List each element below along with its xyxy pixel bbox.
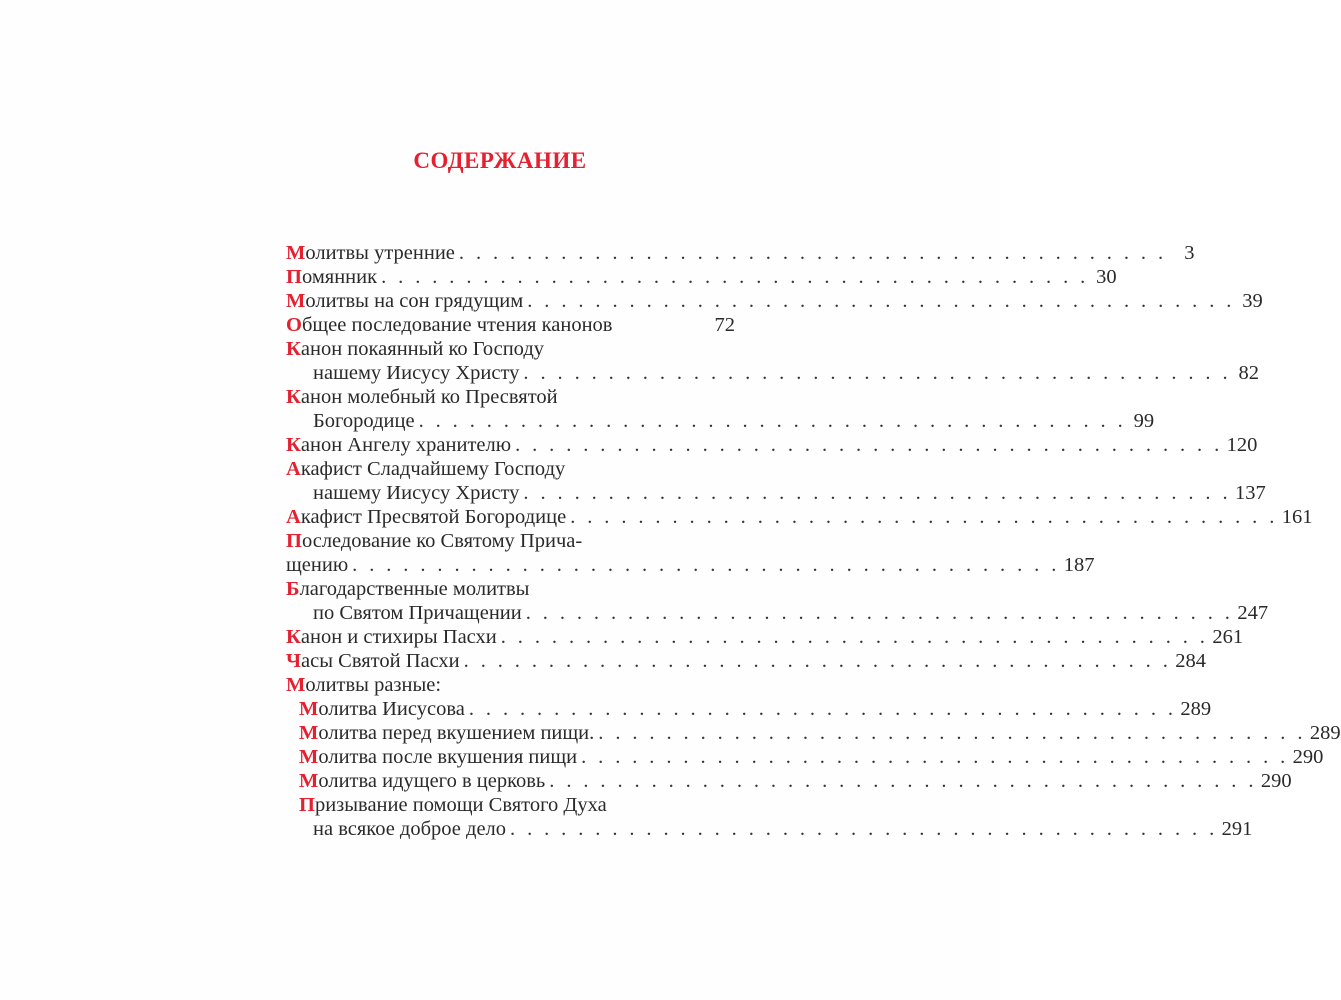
toc-entry[interactable] (286, 433, 1258, 457)
entry-title: олитвы на сон грядущим (305, 290, 524, 312)
entry-title: нашему Иисусу Христу (313, 362, 520, 384)
page-number: 3 (1184, 242, 1195, 264)
toc-entry-continuation[interactable] (286, 553, 1095, 577)
initial-letter: П (286, 266, 302, 288)
page-number: 161 (1281, 506, 1313, 528)
initial-letter: К (286, 434, 301, 456)
page-number: 30 (1096, 266, 1117, 288)
page-number: 291 (1221, 818, 1253, 840)
toc-subentry[interactable] (286, 745, 1324, 769)
entry-title: нашему Иисусу Христу (313, 482, 520, 504)
table-of-contents (286, 241, 1341, 841)
toc-entry[interactable] (286, 649, 1206, 673)
initial-letter: М (286, 674, 306, 696)
entry-title: анон покаянный ко Господу (300, 338, 545, 360)
dot-leader: . . . . . . . . . . . . . . . . . . . . . . . . . . . . . . . . . . . . . . . . . . (458, 242, 1167, 264)
page-number: 289 (1309, 722, 1341, 744)
dot-leader: . . . . . . . . . . . . . . . . . . . . . . . . . . . . . . . . . . . . . . . . . . (381, 266, 1089, 288)
toc-entry-continuation[interactable] (286, 481, 1266, 505)
entry-title: олитва перед вкушением пищи. (318, 722, 595, 744)
toc-subentry[interactable] (286, 793, 735, 817)
entry-title: оследование ко Святому Прича- (301, 530, 583, 552)
toc-subentry[interactable] (286, 721, 1341, 745)
entry-title: олитва после вкушения пищи (318, 746, 578, 768)
toc-entry[interactable] (286, 265, 1117, 289)
page-number: 39 (1242, 290, 1263, 312)
toc-entry[interactable] (286, 289, 1263, 313)
page-number: 120 (1226, 434, 1258, 456)
initial-letter: К (286, 386, 301, 408)
page-number: 247 (1237, 602, 1269, 624)
toc-entry-continuation[interactable] (286, 361, 1259, 385)
toc-entry[interactable] (286, 241, 1195, 265)
page-number: 290 (1260, 770, 1292, 792)
dot-leader: . . . . . . . . . . . . . . . . . . . . . . . . . . . . . . . . . . . . . . . . . . (352, 554, 1060, 576)
toc-entry[interactable] (286, 313, 735, 337)
initial-letter: М (286, 290, 306, 312)
page-title: СОДЕРЖАНИЕ (413, 148, 587, 173)
initial-letter: О (286, 314, 302, 336)
entry-title: омянник (301, 266, 378, 288)
toc-entry[interactable] (286, 625, 1244, 649)
toc-entry[interactable] (286, 529, 735, 553)
initial-letter: П (286, 530, 302, 552)
entry-title: ризывание помощи Святого Духа (314, 794, 607, 816)
initial-letter: Ч (286, 650, 302, 672)
page-number: 284 (1175, 650, 1206, 672)
dot-leader: . . . . . . . . . . . . . . . . . . . . . . . . . . . . . . . . . . . . . . . . . . (523, 362, 1231, 384)
entry-title: анон молебный ко Пресвятой (300, 386, 558, 408)
toc-entry-continuation[interactable] (286, 601, 1269, 625)
page-number: 82 (1238, 362, 1259, 384)
toc-subentry[interactable] (286, 769, 1292, 793)
initial-letter: М (299, 698, 319, 720)
entry-title: анон и стихиры Пасхи (300, 626, 497, 648)
page-number: 137 (1235, 482, 1266, 504)
initial-letter: Б (286, 578, 300, 600)
toc-entry[interactable] (286, 457, 735, 481)
initial-letter: А (286, 506, 301, 528)
entry-title: олитва идущего в церковь (318, 770, 546, 792)
dot-leader: . . . . . . . . . . . . . . . . . . . . . . . . . . . . . . . . . . . . . . . . . . (500, 626, 1209, 648)
page-number: 261 (1212, 626, 1244, 648)
toc-entry[interactable] (286, 505, 1313, 529)
dot-leader: . . . . . . . . . . . . . . . . . . . . . . . . . . . . . . . . . . . . . . . . . . (581, 746, 1289, 768)
toc-entry[interactable] (286, 577, 735, 601)
dot-leader: . . . . . . . . . . . . . . . . . . . . . . . . . . . . . . . . . . . . . . . . . . (510, 818, 1218, 840)
initial-letter: К (286, 626, 301, 648)
toc-section-heading (286, 673, 735, 697)
page-number: 99 (1133, 410, 1155, 432)
entry-title: по Святом Причащении (313, 602, 522, 624)
initial-letter: М (299, 770, 319, 792)
dot-leader: . . . . . . . . . . . . . . . . . . . . . . . . . . . . . . . . . . . . . . . . . . (418, 410, 1127, 432)
page-number: 72 (714, 314, 735, 336)
dot-leader: . . . . . . . . . . . . . . . . . . . . . . . . . . . . . . . . . . . . . . . . . . (463, 650, 1172, 672)
initial-letter: М (299, 722, 319, 744)
dot-leader: . . . . . . . . . . . . . . . . . . . . . . . . . . . . . . . . . . . . . . . . . . (549, 770, 1257, 792)
entry-title: бщее последование чтения канонов (301, 314, 613, 336)
entry-title: кафист Сладчайшему Господу (300, 458, 566, 480)
dot-leader: . . . . . . . . . . . . . . . . . . . . . . . . . . . . . . . . . . . . . . . . . . (523, 482, 1231, 504)
page-number: 187 (1063, 554, 1095, 576)
entry-title: асы Святой Пасхи (301, 650, 460, 672)
entry-title: щению (286, 554, 349, 576)
dot-leader: . . . . . . . . . . . . . . . . . . . . . . . . . . . . . . . . . . . . . . . . . . (527, 290, 1235, 312)
initial-letter: М (299, 746, 319, 768)
entry-title: олитва Иисусова (318, 698, 465, 720)
dot-leader: . . . . . . . . . . . . . . . . . . . . . . . . . . . . . . . . . . . . . . . . . . (515, 434, 1223, 456)
page-number: 290 (1292, 746, 1324, 768)
entry-title: кафист Пресвятой Богородице (300, 506, 567, 528)
toc-entry-continuation[interactable] (286, 409, 1155, 433)
entry-title: олитвы утренние (305, 242, 455, 264)
page-number: 289 (1180, 698, 1212, 720)
entry-title: Богородице (313, 410, 415, 432)
toc-subentry[interactable] (286, 697, 1212, 721)
initial-letter: М (286, 242, 306, 264)
dot-leader: . . . . . . . . . . . . . . . . . . . . . . . . . . . . . . . . . . . . . . . . . . (468, 698, 1177, 720)
initial-letter: А (286, 458, 301, 480)
toc-subentry-continuation[interactable] (286, 817, 1253, 841)
initial-letter: П (299, 794, 315, 816)
entry-title: на всякое доброе дело (313, 818, 507, 840)
entry-title: олитвы разные: (305, 674, 442, 696)
toc-entry[interactable] (286, 337, 735, 361)
dot-leader: . . . . . . . . . . . . . . . . . . . . . . . . . . . . . . . . . . . . . . . . . . (525, 602, 1234, 624)
entry-title: анон Ангелу хранителю (300, 434, 512, 456)
dot-leader: . . . . . . . . . . . . . . . . . . . . . . . . . . . . . . . . . . . . . . . . . . (598, 722, 1306, 744)
entry-title: лагодарственные молитвы (299, 578, 530, 600)
dot-leader: . . . . . . . . . . . . . . . . . . . . . . . . . . . . . . . . . . . . . . . . . . (570, 506, 1278, 528)
initial-letter: К (286, 338, 301, 360)
toc-entry[interactable] (286, 385, 735, 409)
